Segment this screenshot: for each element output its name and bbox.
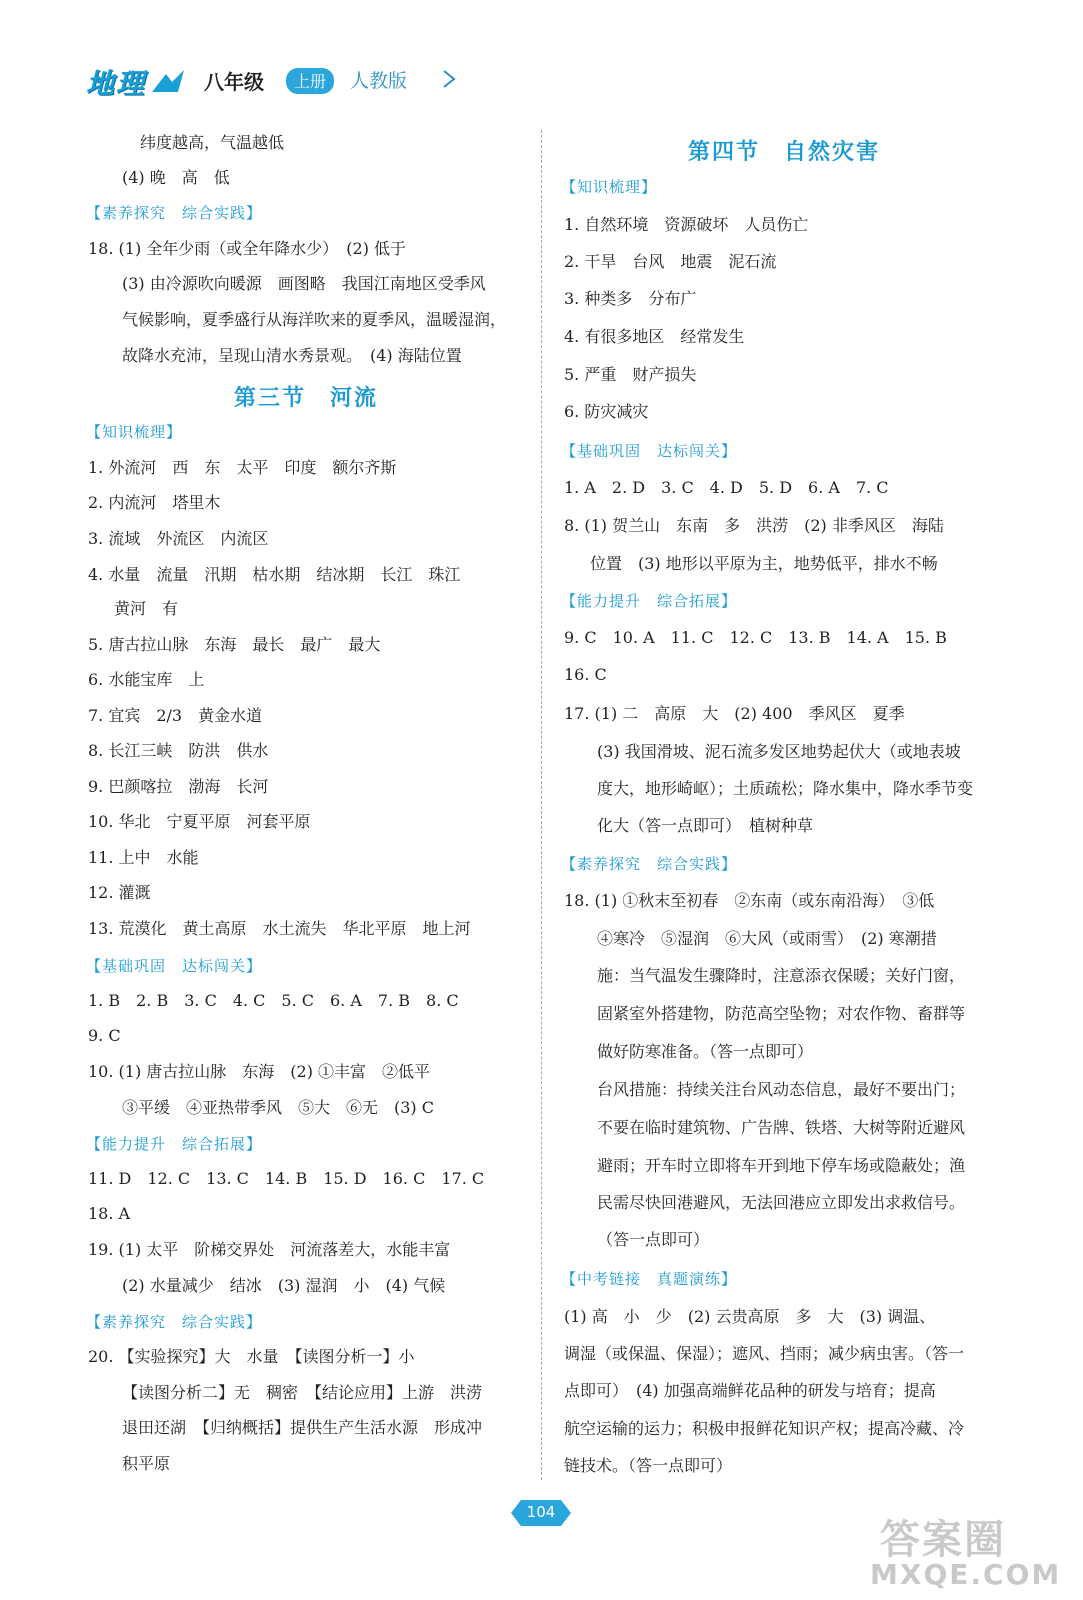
answer-line: 2. 干旱 台风 地震 泥石流 [564, 252, 777, 271]
answer-line: 12. 灌溉 [88, 883, 151, 902]
answer-line: 不要在临时建筑物、广告牌、铁塔、大树等附近避风 [597, 1118, 966, 1137]
answer-line: 固紧室外搭建物，防范高空坠物；对农作物、畜群等 [597, 1004, 966, 1023]
answer-line: 6. 防灾减灾 [564, 402, 649, 421]
section-tag: 【素养探究 综合实践】 [561, 855, 738, 873]
answer-line: 1. 外流河 西 东 太平 印度 额尔齐斯 [88, 458, 397, 477]
answer-line: 6. 水能宝库 上 [88, 670, 205, 689]
answer-line: 台风措施：持续关注台风动态信息，最好不要出门； [597, 1080, 966, 1099]
answer-line: 11. D 12. C 13. C 14. B 15. D 16. C 17. C [88, 1169, 485, 1188]
answer-line: 点即可） (4) 加强高端鲜花品种的研发与培育；提高 [564, 1381, 936, 1400]
answer-line: 11. 上中 水能 [88, 848, 199, 867]
answer-line: ④寒冷 ⑤湿润 ⑥大风（或雨雪） (2) 寒潮措 [597, 929, 937, 948]
answer-line: 5. 唐古拉山脉 东海 最长 最广 最大 [88, 635, 381, 654]
section-title: 第四节 自然灾害 [688, 140, 881, 165]
answer-line: 9. C [88, 1026, 121, 1045]
answer-line: 18. A [88, 1204, 131, 1223]
answer-line: 1. A 2. D 3. C 4. D 5. D 6. A 7. C [564, 478, 889, 497]
section-title: 第三节 河流 [234, 386, 379, 411]
watermark [860, 1508, 1070, 1598]
answer-line: (2) 水量减少 结冰 (3) 湿润 小 (4) 气候 [122, 1276, 446, 1295]
answer-line: 13. 荒漠化 黄土高原 水土流失 华北平原 地上河 [88, 919, 471, 938]
answer-line: 1. 自然环境 资源破坏 人员伤亡 [564, 215, 809, 234]
section-tag: 【基础巩固 达标闯关】 [561, 442, 738, 460]
answer-line: 化大（答一点即可） 植树种草 [597, 816, 814, 835]
answer-line: 9. C 10. A 11. C 12. C 13. B 14. A 15. B [564, 628, 947, 647]
answer-line: （答一点即可） [597, 1230, 710, 1249]
answer-line: 退田还湖 【归纳概括】提供生产生活水源 形成冲 [122, 1418, 483, 1437]
book-header [86, 62, 506, 102]
answer-line: 4. 有很多地区 经常发生 [564, 327, 745, 346]
answer-line: 位置 (3) 地形以平原为主，地势低平，排水不畅 [590, 554, 938, 573]
volume-badge: 上册 [286, 68, 334, 94]
brand-logo: 地理 [86, 67, 147, 100]
answer-line: 19. (1) 太平 阶梯交界处 河流落差大，水能丰富 [88, 1240, 451, 1259]
answer-line: 调湿（或保温、保湿）；遮风、挡雨；减少病虫害。（答一 [564, 1344, 965, 1363]
answer-line: 9. 巴颜喀拉 渤海 长河 [88, 777, 269, 796]
answer-line: 做好防寒准备。（答一点即可） [597, 1042, 814, 1061]
answer-line: 2. 内流河 塔里木 [88, 493, 221, 512]
answer-line: 故降水充沛，呈现山清水秀景观。 (4) 海陆位置 [122, 346, 462, 365]
answer-line: ③平缓 ④亚热带季风 ⑤大 ⑥无 (3) C [122, 1098, 434, 1117]
answer-line: 8. 长江三峡 防洪 供水 [88, 741, 269, 760]
answer-line: 18. (1) ①秋末至初春 ②东南（或东南沿海） ③低 [564, 891, 935, 910]
answer-line: 积平原 [122, 1454, 171, 1473]
page-number: 104 [526, 1503, 556, 1521]
section-tag: 【素养探究 综合实践】 [86, 1313, 263, 1331]
answer-line: 黄河 有 [114, 599, 179, 618]
section-tag: 【基础巩固 达标闯关】 [86, 957, 263, 975]
answer-line: 4. 水量 流量 汛期 枯水期 结冰期 长江 珠江 [88, 565, 461, 584]
answer-line: 度大，地形崎岖）；土质疏松；降水集中，降水季节变 [597, 779, 974, 798]
answer-line: 16. C [564, 665, 607, 684]
answer-line: (1) 高 小 少 (2) 云贵高原 多 大 (3) 调温、 [564, 1307, 936, 1326]
answer-line: 20. 【实验探究】大 水量 【读图分析一】小 [88, 1347, 415, 1366]
chevron-right-icon [442, 70, 456, 88]
answer-line: 气候影响，夏季盛行从海洋吹来的夏季风，温暖湿润， [122, 310, 507, 329]
answer-line: 10. (1) 唐古拉山脉 东海 (2) ①丰富 ②低平 [88, 1062, 431, 1081]
answer-line: 5. 严重 财产损失 [564, 365, 697, 384]
answer-line: (3) 由冷源吹向暖源 画图略 我国江南地区受季风 [122, 274, 486, 293]
section-tag: 【知识梳理】 [561, 178, 658, 196]
answer-line: 10. 华北 宁夏平原 河套平原 [88, 812, 311, 831]
section-tag: 【素养探究 综合实践】 [86, 204, 263, 222]
answer-line: 航空运输的运力；积极申报鲜花知识产权；提高冷藏、冷 [564, 1419, 965, 1438]
answer-line: 施：当气温发生骤降时，注意添衣保暖；关好门窗， [597, 966, 966, 985]
answer-line: 避雨；开车时立即将车开到地下停车场或隐蔽处；渔 [597, 1156, 966, 1175]
answer-line: 1. B 2. B 3. C 4. C 5. C 6. A 7. B 8. C [88, 991, 459, 1010]
answer-line: 链技术。（答一点即可） [564, 1456, 733, 1475]
column-divider [541, 130, 542, 1480]
answer-line: 8. (1) 贺兰山 东南 多 洪涝 (2) 非季风区 海陆 [564, 516, 944, 535]
grade-label: 八年级 [204, 70, 264, 94]
answer-line: 纬度越高，气温越低 [140, 133, 285, 152]
answer-line: 3. 种类多 分布广 [564, 289, 697, 308]
answer-line: 17. (1) 二 高原 大 (2) 400 季风区 夏季 [564, 704, 905, 723]
section-tag: 【中考链接 真题演练】 [561, 1270, 738, 1288]
answer-line: 18. (1) 全年少雨（或全年降水少） (2) 低于 [88, 239, 407, 258]
section-tag: 【能力提升 综合拓展】 [561, 592, 738, 610]
answer-line: (3) 我国滑坡、泥石流多发区地势起伏大（或地表坡 [597, 742, 961, 761]
answer-line: (4) 晚 高 低 [122, 168, 230, 187]
answer-line: 3. 流域 外流区 内流区 [88, 529, 269, 548]
edition-label: 人教版 [350, 70, 408, 92]
section-tag: 【能力提升 综合拓展】 [86, 1135, 263, 1153]
watermark-url: MXQE.COM [870, 1558, 1062, 1591]
watermark-logo-text: 答案圈 [880, 1517, 1006, 1563]
section-tag: 【知识梳理】 [86, 423, 183, 441]
answer-line: 民需尽快回港避风，无法回港应立即发出求救信号。 [597, 1193, 966, 1212]
brand-swoosh-icon [150, 68, 186, 94]
answer-line: 【读图分析二】无 稠密 【结论应用】上游 洪涝 [122, 1383, 483, 1402]
answer-line: 7. 宜宾 2/3 黄金水道 [88, 706, 263, 725]
